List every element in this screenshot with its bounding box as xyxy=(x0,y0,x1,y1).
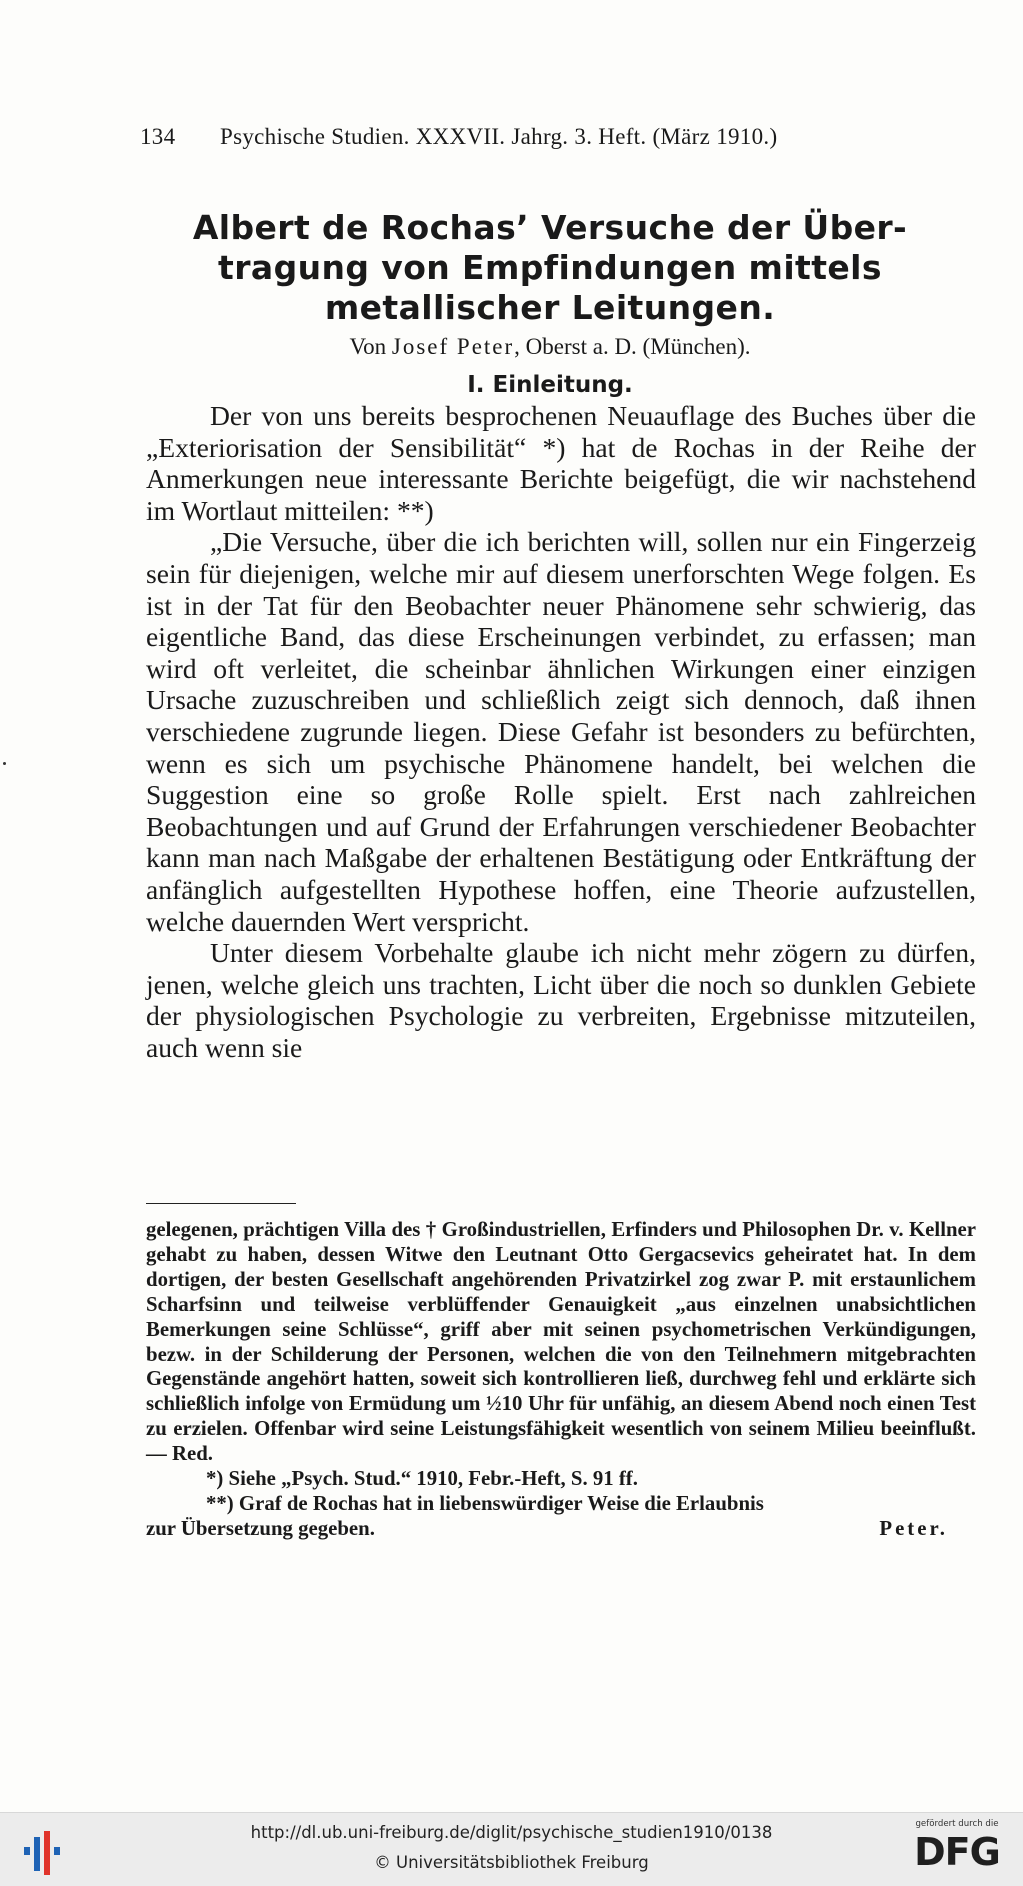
dfg-logo-icon: DFG xyxy=(914,1830,1000,1874)
viewer-footer xyxy=(0,1812,1023,1886)
dfg-badge xyxy=(898,1819,1016,1881)
scan-speck xyxy=(3,762,6,765)
paragraph: „Die Versuche, über die ich berichten will, sollen nur ein Fingerzeig sein für diejenigen, welche mir auf diesem unerforschten Wege folgen. Es ist in der Tat für den Beobachter neuer Phänomene sehr schwierig, das eigentliche Band, das diese Erscheinungen verbindet, zu erfassen; man wird oft verleitet, die scheinbar ähnlichen Wirkungen einer einzigen Ursache zuzuschreiben und schließlich zeigt sich dennoch, daß ihnen verschiedene zugrunde liegen. Diese Gefahr ist besonders zu befürchten, wenn es sich um psychische Phänomene handelt, bei welchen die Suggestion eine so große Rolle spielt. Erst nach zahlreichen Beobachtungen und auf Grund der Erfahrungen verschiedener Beobachter kann man nach Maßgabe der erhaltenen Bestätigung oder Entkräftung der anfänglich aufgestellten Hypothese hoffen, eine Theorie aufzustellen, welche dauernden Wert verspricht. xyxy=(146,526,976,937)
journal-heading: Psychische Studien. XXXVII. Jahrg. 3. Heft. (März 1910.) xyxy=(220,124,778,149)
footnote-divider xyxy=(146,1203,296,1204)
footnotes xyxy=(146,1218,976,1542)
title-line: metallischer Leitungen. xyxy=(324,288,776,327)
footnote-continuation: gelegenen, prächtigen Villa des † Großindustriellen, Erfinders und Philosophen Dr. v. Kellner gehabt zu haben, dessen Witwe den Leutnant Otto Gergacsevics geheiratet hat. In dem dortigen, der besten Gesellschaft angehörenden Privatzirkel zog zwar P. mit erstaunlichem Scharfsinn und teilweise verblüffender Genauigkeit „aus einzelnen unabsichtlichen Bemerkungen seine Schlüsse“, griff aber mit seinen psychometrischen Verkündigungen, bezw. in der Schilderung der Personen, welchen die von den Teilnehmern mitgebrachten Gegenstände angehört hatten, soweit sich kontrollieren ließ, durchweg fehl und erklärte sich schließlich infolge von Ermüdung um ½10 Uhr für unfähig, an diesem Abend noch einen Test zu erzielen. Offenbar wird seine Leistungsfähigkeit wesentlich von seinem Milieu beeinflußt. — Red. xyxy=(146,1218,976,1466)
dfg-note: gefördert durch die xyxy=(915,1819,999,1829)
article-title xyxy=(150,208,950,328)
section-heading: I. Einleitung. xyxy=(467,372,633,398)
running-head xyxy=(140,124,980,150)
body-text xyxy=(146,400,976,1063)
author-name: Josef Peter xyxy=(391,334,515,359)
byline-prefix: Von xyxy=(349,334,392,359)
source-url[interactable]: http://dl.ub.uni-freiburg.de/diglit/psychische_studien1910/0138 xyxy=(250,1823,773,1842)
copyright: © Universitätsbibliothek Freiburg xyxy=(374,1853,649,1872)
title-line: Albert de Rochas’ Versuche der Über- xyxy=(192,208,908,247)
footnote-2-tail xyxy=(146,1517,976,1542)
article-header xyxy=(150,208,950,398)
paragraph: Unter diesem Vorbehalte glaube ich nicht mehr zögern zu dürfen, jenen, welche gleich uns trachten, Licht über die noch so dunklen Gebiete der physiologischen Psychologie zu verbreiten, Ergebnisse mitzuteilen, auch wenn sie xyxy=(146,937,976,1063)
paragraph: Der von uns bereits besprochenen Neuauflage des Buches über die „Exteriorisation der Sensibilität“ *) hat de Rochas in der Reihe der Anmerkungen neue interessante Berichte beigefügt, die wir nachstehend im Wortlaut mitteilen: **) xyxy=(146,400,976,526)
byline xyxy=(150,334,950,360)
footnote-signature: Peter. xyxy=(879,1516,948,1540)
footnote-2-end: zur Übersetzung gegeben. xyxy=(146,1516,375,1540)
footnote-1: *) Siehe „Psych. Stud.“ 1910, Febr.-Heft, S. 91 ff. xyxy=(206,1467,638,1491)
page-number: 134 xyxy=(140,124,176,149)
author-affiliation: , Oberst a. D. (München). xyxy=(514,334,751,359)
footnote-2: **) Graf de Rochas hat in liebenswürdiger Weise die Erlaubnis xyxy=(206,1491,764,1515)
title-line: tragung von Empfindungen mittels xyxy=(218,248,882,287)
